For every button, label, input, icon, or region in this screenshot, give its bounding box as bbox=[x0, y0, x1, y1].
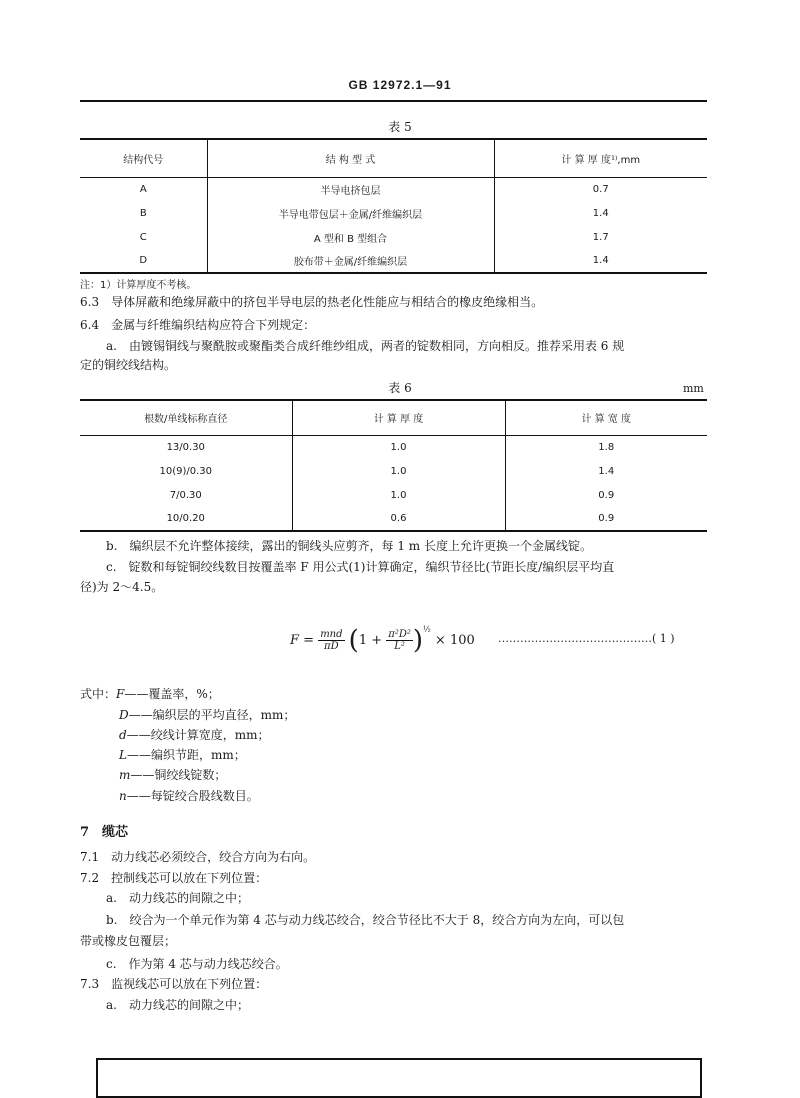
paragraph-6-4-a-line2: 定的铜绞线结构。 bbox=[80, 358, 177, 372]
table6-cell: 0.6 bbox=[292, 507, 505, 531]
table6-header-thickness: 计 算 厚 度 bbox=[292, 400, 505, 435]
formula-close-paren: ) bbox=[412, 625, 424, 656]
table6-cell: 1.0 bbox=[292, 435, 505, 459]
formula-fraction-2 bbox=[386, 629, 413, 652]
table5-cell: C bbox=[139, 231, 147, 243]
table5-cell: 1.7 bbox=[494, 225, 707, 249]
table6 bbox=[80, 399, 707, 532]
table5-cell: 0.7 bbox=[494, 177, 707, 201]
formula-lhs: F = bbox=[290, 633, 315, 648]
table5 bbox=[80, 138, 707, 274]
paragraph-6-4: 6.4 金属与纤维编织结构应符合下列规定： bbox=[80, 318, 316, 332]
table5-cell: A bbox=[139, 183, 147, 195]
paragraph-7-2-b-line2: 带或橡皮包覆层； bbox=[80, 934, 177, 948]
variable-desc: ——编织层的平均直径，mm； bbox=[128, 708, 296, 722]
table5-note: 注：1）计算厚度不考核。 bbox=[80, 280, 197, 291]
formula-tail: × 100 bbox=[434, 633, 475, 648]
table-row bbox=[80, 435, 707, 459]
table5-cell: 1.4 bbox=[494, 201, 707, 225]
variable-symbol: m bbox=[119, 768, 131, 782]
formula-frac1-numerator: mnd bbox=[320, 629, 343, 640]
page-header-standard-number: GB 12972.1—91 bbox=[348, 78, 452, 92]
variable-symbol: d bbox=[119, 728, 127, 742]
formula-frac2-numerator: π²D² bbox=[388, 629, 411, 640]
paragraph-6-4-a-line1: a. 由镀锡铜线与聚酰胺或聚酯类合成纤维纱组成，两者的锭数相同，方向相反。推荐采用表 6 规 bbox=[106, 339, 625, 353]
variable-desc: ——每锭绞合股线数目。 bbox=[126, 789, 259, 803]
formula-frac2-denominator: L² bbox=[394, 641, 405, 652]
variable-definition bbox=[119, 787, 259, 804]
table-row bbox=[80, 483, 707, 507]
variable-desc: ——绞线计算宽度，mm； bbox=[126, 728, 270, 742]
variable-symbol: n bbox=[119, 789, 127, 803]
paragraph-7-3: 7.3 监视线芯可以放在下列位置： bbox=[80, 977, 268, 991]
paragraph-7-2: 7.2 控制线芯可以放在下列位置： bbox=[80, 871, 268, 885]
coverage-formula bbox=[290, 625, 475, 656]
formula-one: 1 + bbox=[358, 633, 383, 648]
table-row bbox=[80, 225, 707, 249]
section-7-title: 7 缆芯 bbox=[80, 825, 129, 840]
variable-desc: ——编织节距，mm； bbox=[126, 748, 246, 762]
table6-header-width: 计 算 宽 度 bbox=[505, 400, 707, 435]
table5-cell: D bbox=[80, 249, 207, 273]
variable-prefix: 式中： bbox=[80, 687, 117, 701]
table5-header-structure: 结 构 型 式 bbox=[207, 139, 494, 177]
table-row bbox=[80, 249, 707, 273]
paragraph-6-4-c-line1: c. 锭数和每锭铜绞线数目按覆盖率 F 用公式(1)计算确定，编织节径比(节距长度/编织层平均直 bbox=[106, 560, 615, 574]
variable-definition bbox=[119, 746, 246, 763]
table6-cell: 1.4 bbox=[505, 459, 707, 483]
table6-cell: 13/0.30 bbox=[166, 441, 205, 453]
formula-number: ……………………………………( 1 ) bbox=[498, 632, 675, 645]
formula-frac1-denominator: πD bbox=[324, 641, 339, 652]
variable-symbol: D bbox=[119, 708, 129, 722]
formula-open-paren: ( bbox=[348, 625, 359, 656]
paragraph-7-2-a: a. 动力线芯的间隙之中； bbox=[106, 891, 249, 905]
variable-definition bbox=[119, 706, 295, 723]
table6-cell: 10(9)/0.30 bbox=[159, 465, 213, 477]
table5-cell: A 型和 B 型组合 bbox=[207, 225, 494, 249]
variable-definition bbox=[80, 685, 220, 702]
table5-cell: B bbox=[139, 207, 147, 219]
table-row bbox=[80, 177, 707, 201]
paragraph-6-4-c-line2: 径)为 2～4.5。 bbox=[80, 580, 164, 594]
paragraph-7-2-c: c. 作为第 4 芯与动力线芯绞合。 bbox=[106, 957, 288, 971]
variable-definition bbox=[119, 726, 269, 743]
paragraph-7-3-a: a. 动力线芯的间隙之中； bbox=[106, 998, 249, 1012]
table5-header-code: 结构代号 bbox=[80, 139, 207, 177]
table-row bbox=[80, 201, 707, 225]
paragraph-7-1: 7.1 动力线芯必须绞合，绞合方向为右向。 bbox=[80, 850, 316, 864]
variable-desc: ——铜绞线锭数； bbox=[130, 768, 227, 782]
variable-definition bbox=[119, 766, 226, 783]
table6-cell: 0.9 bbox=[505, 483, 707, 507]
table5-cell: 半导电带包层＋金属/纤维编织层 bbox=[207, 201, 494, 225]
paragraph-6-4-b: b. 编织层不允许整体接续，露出的铜线头应剪齐，每 1 m 长度上允许更换一个金属线锭。 bbox=[106, 539, 592, 553]
table-row bbox=[80, 507, 707, 531]
table6-cell: 7/0.30 bbox=[169, 489, 202, 501]
table5-header-thickness: 计 算 厚 度¹⁾,mm bbox=[494, 139, 707, 177]
paragraph-7-2-b-line1: b. 绞合为一个单元作为第 4 芯与动力线芯绞合，绞合节径比不大于 8，绞合方向为左向，可以包 bbox=[106, 913, 625, 927]
table6-cell: 1.0 bbox=[292, 459, 505, 483]
table6-cell: 10/0.20 bbox=[80, 507, 292, 531]
table6-caption: 表 6 bbox=[388, 381, 412, 395]
table6-header-strands: 根数/单线标称直径 bbox=[80, 400, 292, 435]
formula-fraction-1 bbox=[318, 629, 344, 652]
formula-exponent: ½ bbox=[423, 625, 431, 634]
table-row bbox=[80, 459, 707, 483]
variable-symbol: F bbox=[116, 687, 125, 701]
table5-cell: 半导电挤包层 bbox=[207, 177, 494, 201]
table6-cell: 1.0 bbox=[292, 483, 505, 507]
table5-cell: 胶布带＋金属/纤维编织层 bbox=[207, 249, 494, 273]
variable-desc: ——覆盖率，%； bbox=[124, 687, 220, 701]
table5-cell: 1.4 bbox=[494, 249, 707, 273]
table6-unit: mm bbox=[683, 382, 704, 395]
bottom-frame bbox=[96, 1058, 702, 1098]
table6-cell: 1.8 bbox=[505, 435, 707, 459]
paragraph-6-3: 6.3 导体屏蔽和绝缘屏蔽中的挤包半导电层的热老化性能应与相结合的橡皮绝缘相当。 bbox=[80, 295, 544, 309]
table6-cell: 0.9 bbox=[505, 507, 707, 531]
header-rule bbox=[80, 100, 707, 102]
variable-symbol: L bbox=[119, 748, 127, 762]
table5-caption: 表 5 bbox=[388, 120, 412, 134]
